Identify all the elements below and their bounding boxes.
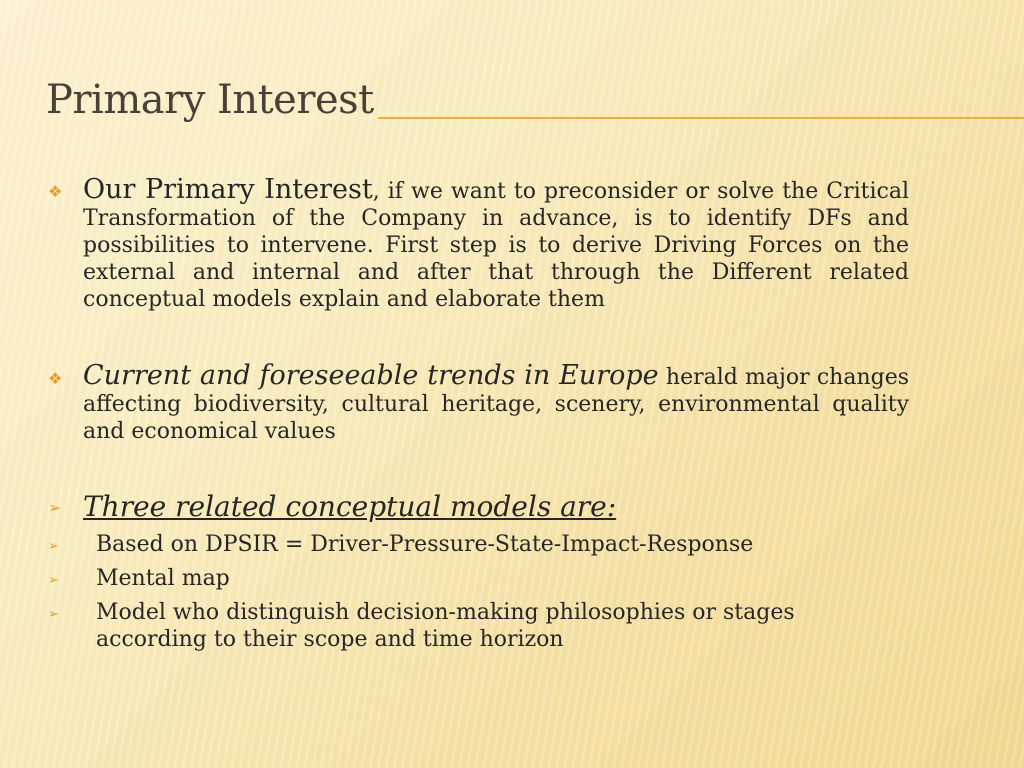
list-item-dpsir: Based on DPSIR = Driver-Pressure-State-Impact-Response [96,532,754,557]
slide-title: Primary Interest [46,77,374,123]
bullet-lead-text: Current and foreseeable trends in Europe [83,360,659,391]
arrow-bullet-icon: ➢ [48,539,59,554]
bullet-body-text: , if we want to preconsider or solve the Critical Transformation of the Company in advance, is to identify DFs and possibilities to intervene. First step is to derive Driving Forces on the external and internal and after that through the Different related conceptual models explain and elaborate them [83,179,909,312]
list-item-mental-map: Mental map [96,566,230,591]
title-underline-divider [378,117,1024,119]
bullet-body-text: herald major changes affecting biodiversity, cultural heritage, scenery, environmental quality and economical values [83,365,910,444]
diamond-bullet-icon: ❖ [48,182,63,201]
arrow-bullet-icon: ➢ [48,607,59,622]
bullet-lead-text: Our Primary Interest [83,174,373,205]
arrow-bullet-icon: ➢ [48,498,62,517]
diamond-bullet-icon: ❖ [48,369,63,388]
bullet-paragraph-trends [83,362,909,445]
arrow-bullet-icon: ➢ [48,573,59,588]
bullet-paragraph-primary-interest [83,176,909,313]
list-item-decision-model: Model who distinguish decision-making philosophies or stages according to their scope and time horizon [96,600,795,652]
models-heading: Three related conceptual models are: [83,490,617,523]
